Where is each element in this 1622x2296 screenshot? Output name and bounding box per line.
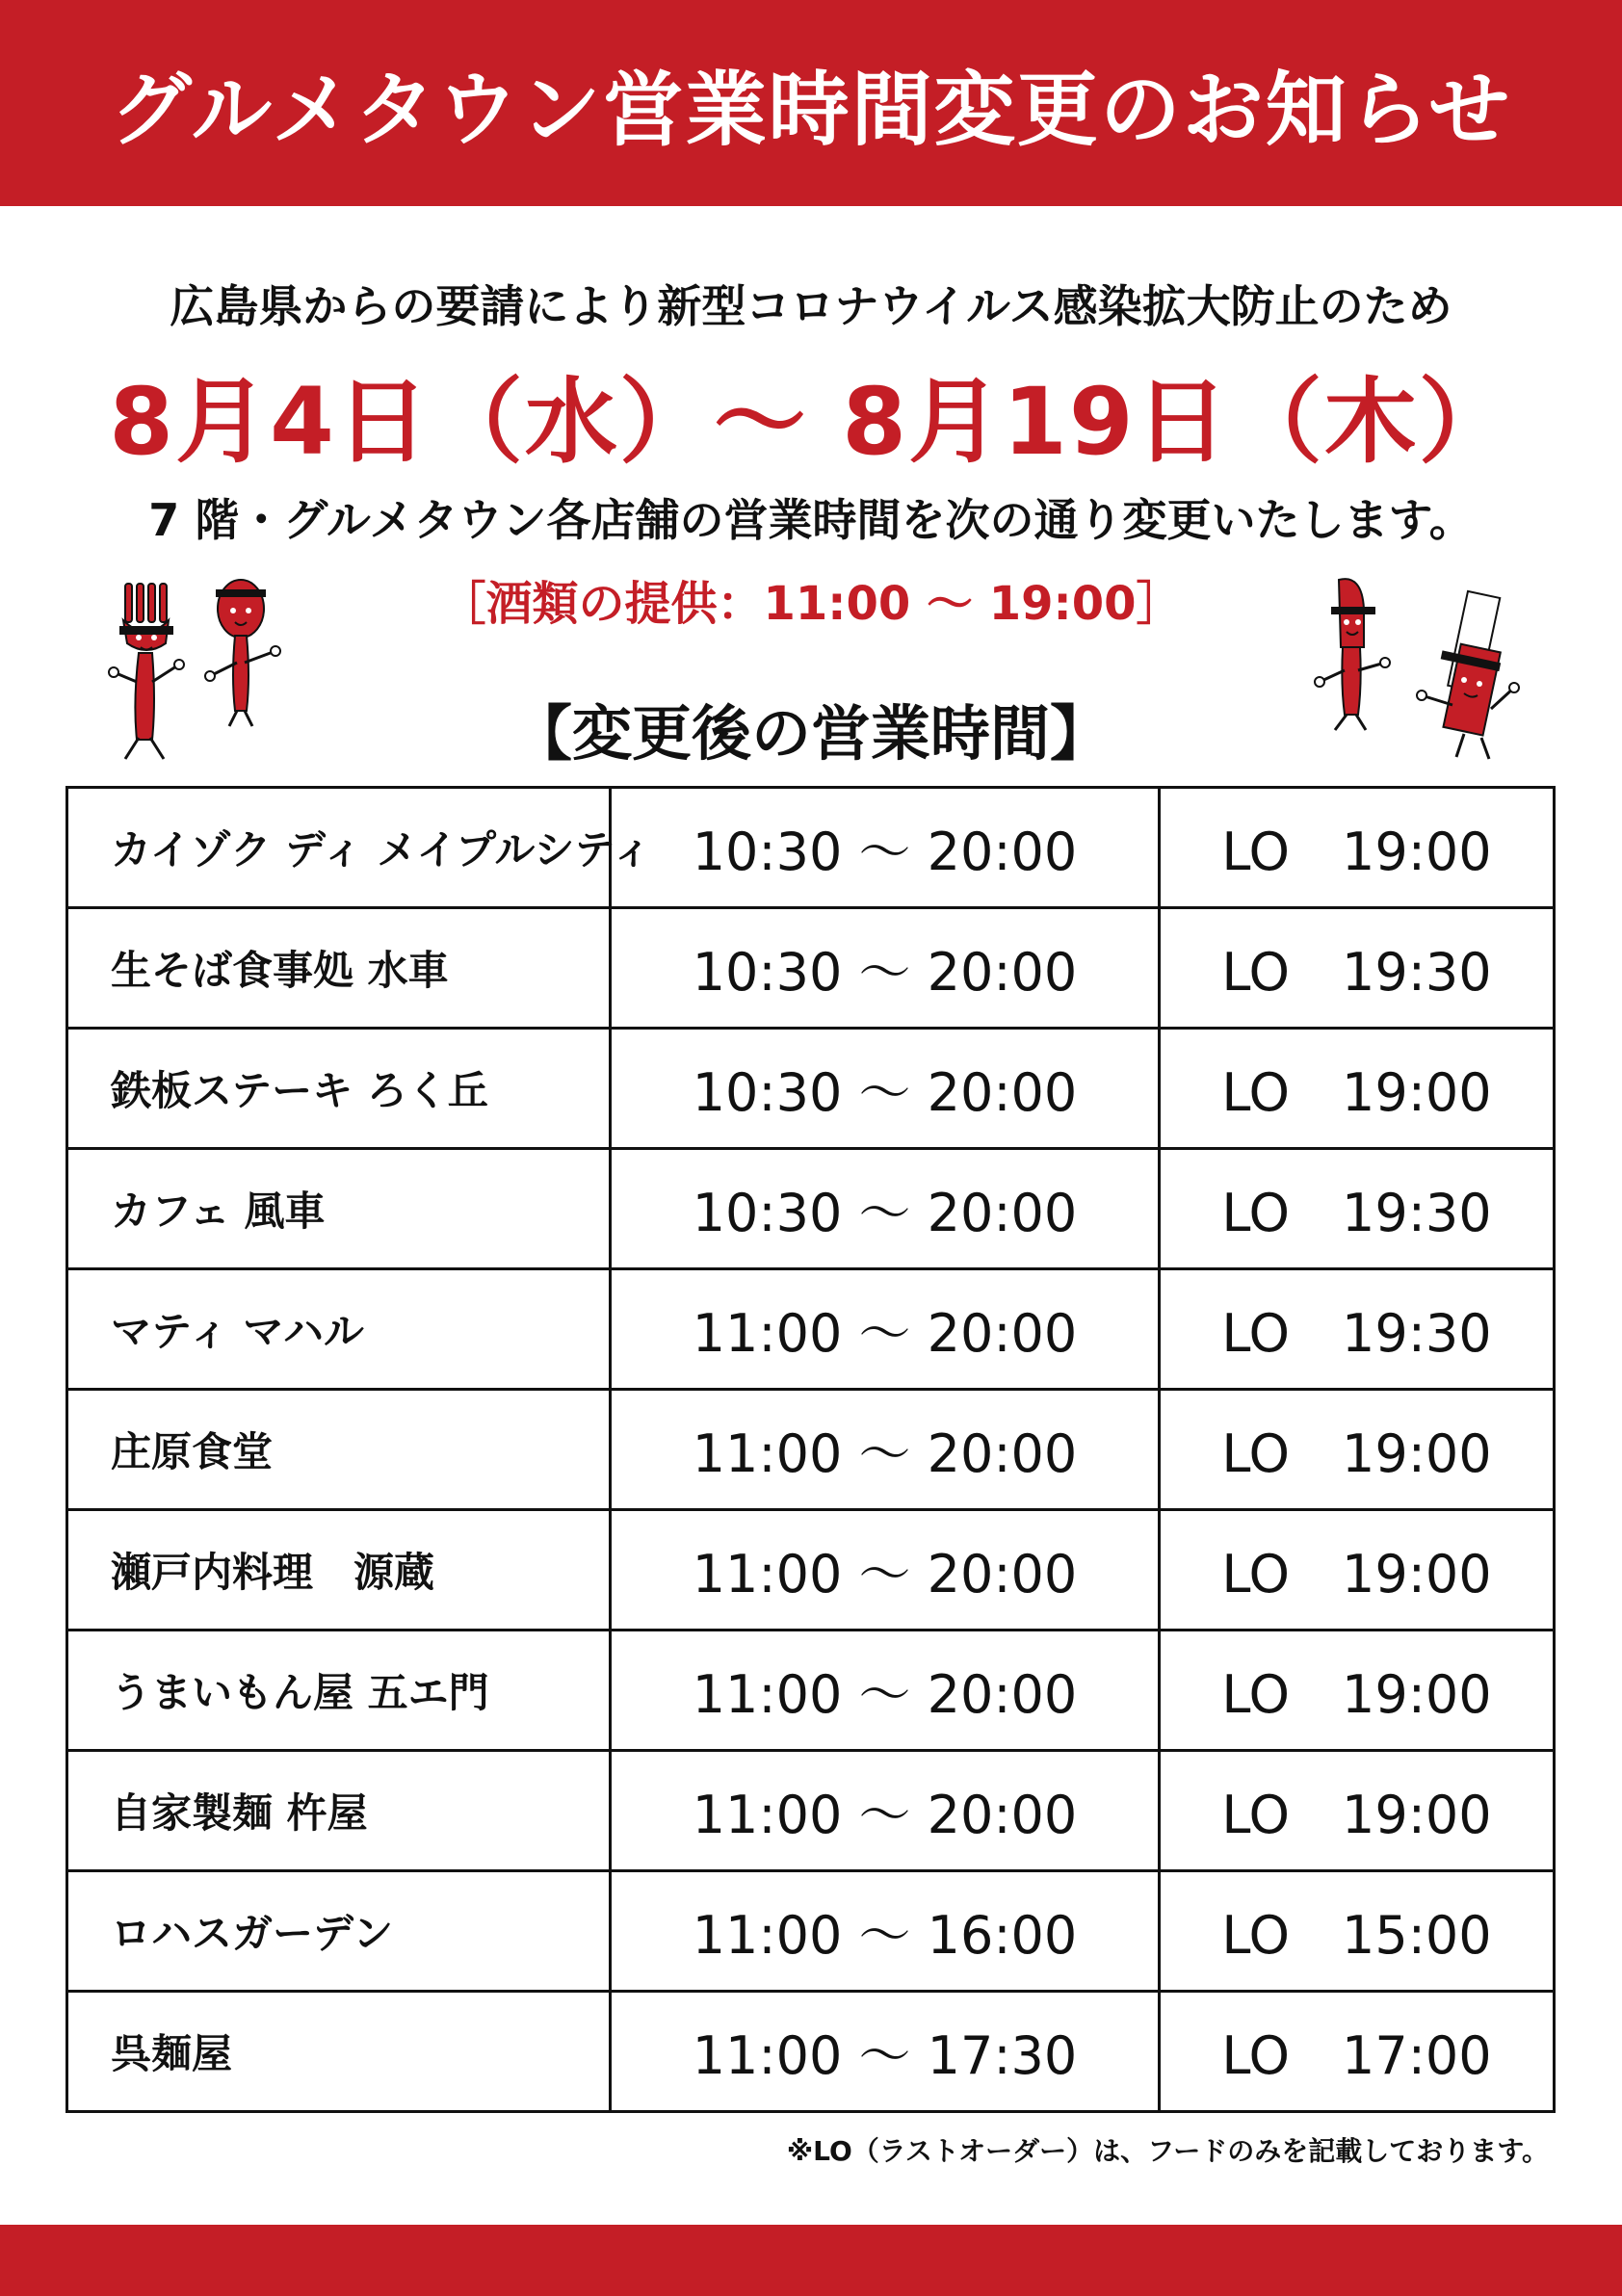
shop-name: ロハスガーデン (67, 1871, 611, 1992)
table-row (67, 1269, 1555, 1390)
intro-reason: 広島県からの要請により新型コロナウイルス感染拡大防止のため (170, 280, 1452, 332)
schedule-table (65, 786, 1556, 2113)
business-hours: 11:00 ～ 20:00 (611, 1269, 1160, 1390)
business-hours: 10:30 ～ 20:00 (611, 1149, 1160, 1269)
shop-name: 庄原食堂 (67, 1390, 611, 1510)
shop-name: 生そば食事処 水車 (67, 908, 611, 1029)
notice-text: 7 階・グルメタウン各店舗の営業時間を次の通り変更いたします。 (148, 494, 1474, 546)
shop-name: マティ マハル (67, 1269, 611, 1390)
table-row (67, 908, 1555, 1029)
last-order: LO 15:00 (1160, 1871, 1555, 1992)
table-row (67, 1390, 1555, 1510)
last-order: LO 19:30 (1160, 1149, 1555, 1269)
last-order: LO 19:00 (1160, 1510, 1555, 1631)
section-heading: 【変更後の営業時間】 (511, 698, 1110, 769)
footnote: ※LO（ラストオーダー）は、フードのみを記載しております。 (786, 2135, 1549, 2167)
table-row (67, 788, 1555, 908)
last-order: LO 19:00 (1160, 1029, 1555, 1149)
last-order: LO 19:00 (1160, 1390, 1555, 1510)
alcohol-hours: ［酒類の提供：11:00 ～ 19:00］ (439, 577, 1183, 631)
last-order: LO 19:00 (1160, 1751, 1555, 1871)
business-hours: 10:30 ～ 20:00 (611, 908, 1160, 1029)
business-hours: 11:00 ～ 20:00 (611, 1631, 1160, 1751)
table-row (67, 1029, 1555, 1149)
table-row (67, 1631, 1555, 1751)
table-row (67, 1992, 1555, 2112)
shop-name: 呉麺屋 (67, 1992, 611, 2112)
table-row (67, 1751, 1555, 1871)
table-row (67, 1871, 1555, 1992)
last-order: LO 19:30 (1160, 908, 1555, 1029)
business-hours: 11:00 ～ 17:30 (611, 1992, 1160, 2112)
date-range: 8月4日（水）～ 8月19日（木） (109, 368, 1513, 476)
table-row (67, 1149, 1555, 1269)
shop-name: 自家製麺 杵屋 (67, 1751, 611, 1871)
last-order: LO 19:30 (1160, 1269, 1555, 1390)
business-hours: 11:00 ～ 20:00 (611, 1390, 1160, 1510)
shop-name: 鉄板ステーキ ろく丘 (67, 1029, 611, 1149)
shop-name: 瀬戸内料理 源蔵 (67, 1510, 611, 1631)
page-title: グルメタウン営業時間変更のお知らせ (110, 62, 1512, 157)
business-hours: 10:30 ～ 20:00 (611, 788, 1160, 908)
bottom-banner (0, 2225, 1622, 2296)
business-hours: 11:00 ～ 20:00 (611, 1510, 1160, 1631)
last-order: LO 19:00 (1160, 788, 1555, 908)
business-hours: 11:00 ～ 16:00 (611, 1871, 1160, 1992)
shop-name: カイゾク ディ メイプルシティ (67, 788, 611, 908)
last-order: LO 17:00 (1160, 1992, 1555, 2112)
shop-name: カフェ 風車 (67, 1149, 611, 1269)
business-hours: 10:30 ～ 20:00 (611, 1029, 1160, 1149)
business-hours: 11:00 ～ 20:00 (611, 1751, 1160, 1871)
shop-name: うまいもん屋 五エ門 (67, 1631, 611, 1751)
last-order: LO 19:00 (1160, 1631, 1555, 1751)
top-banner (0, 0, 1622, 206)
table-row (67, 1510, 1555, 1631)
